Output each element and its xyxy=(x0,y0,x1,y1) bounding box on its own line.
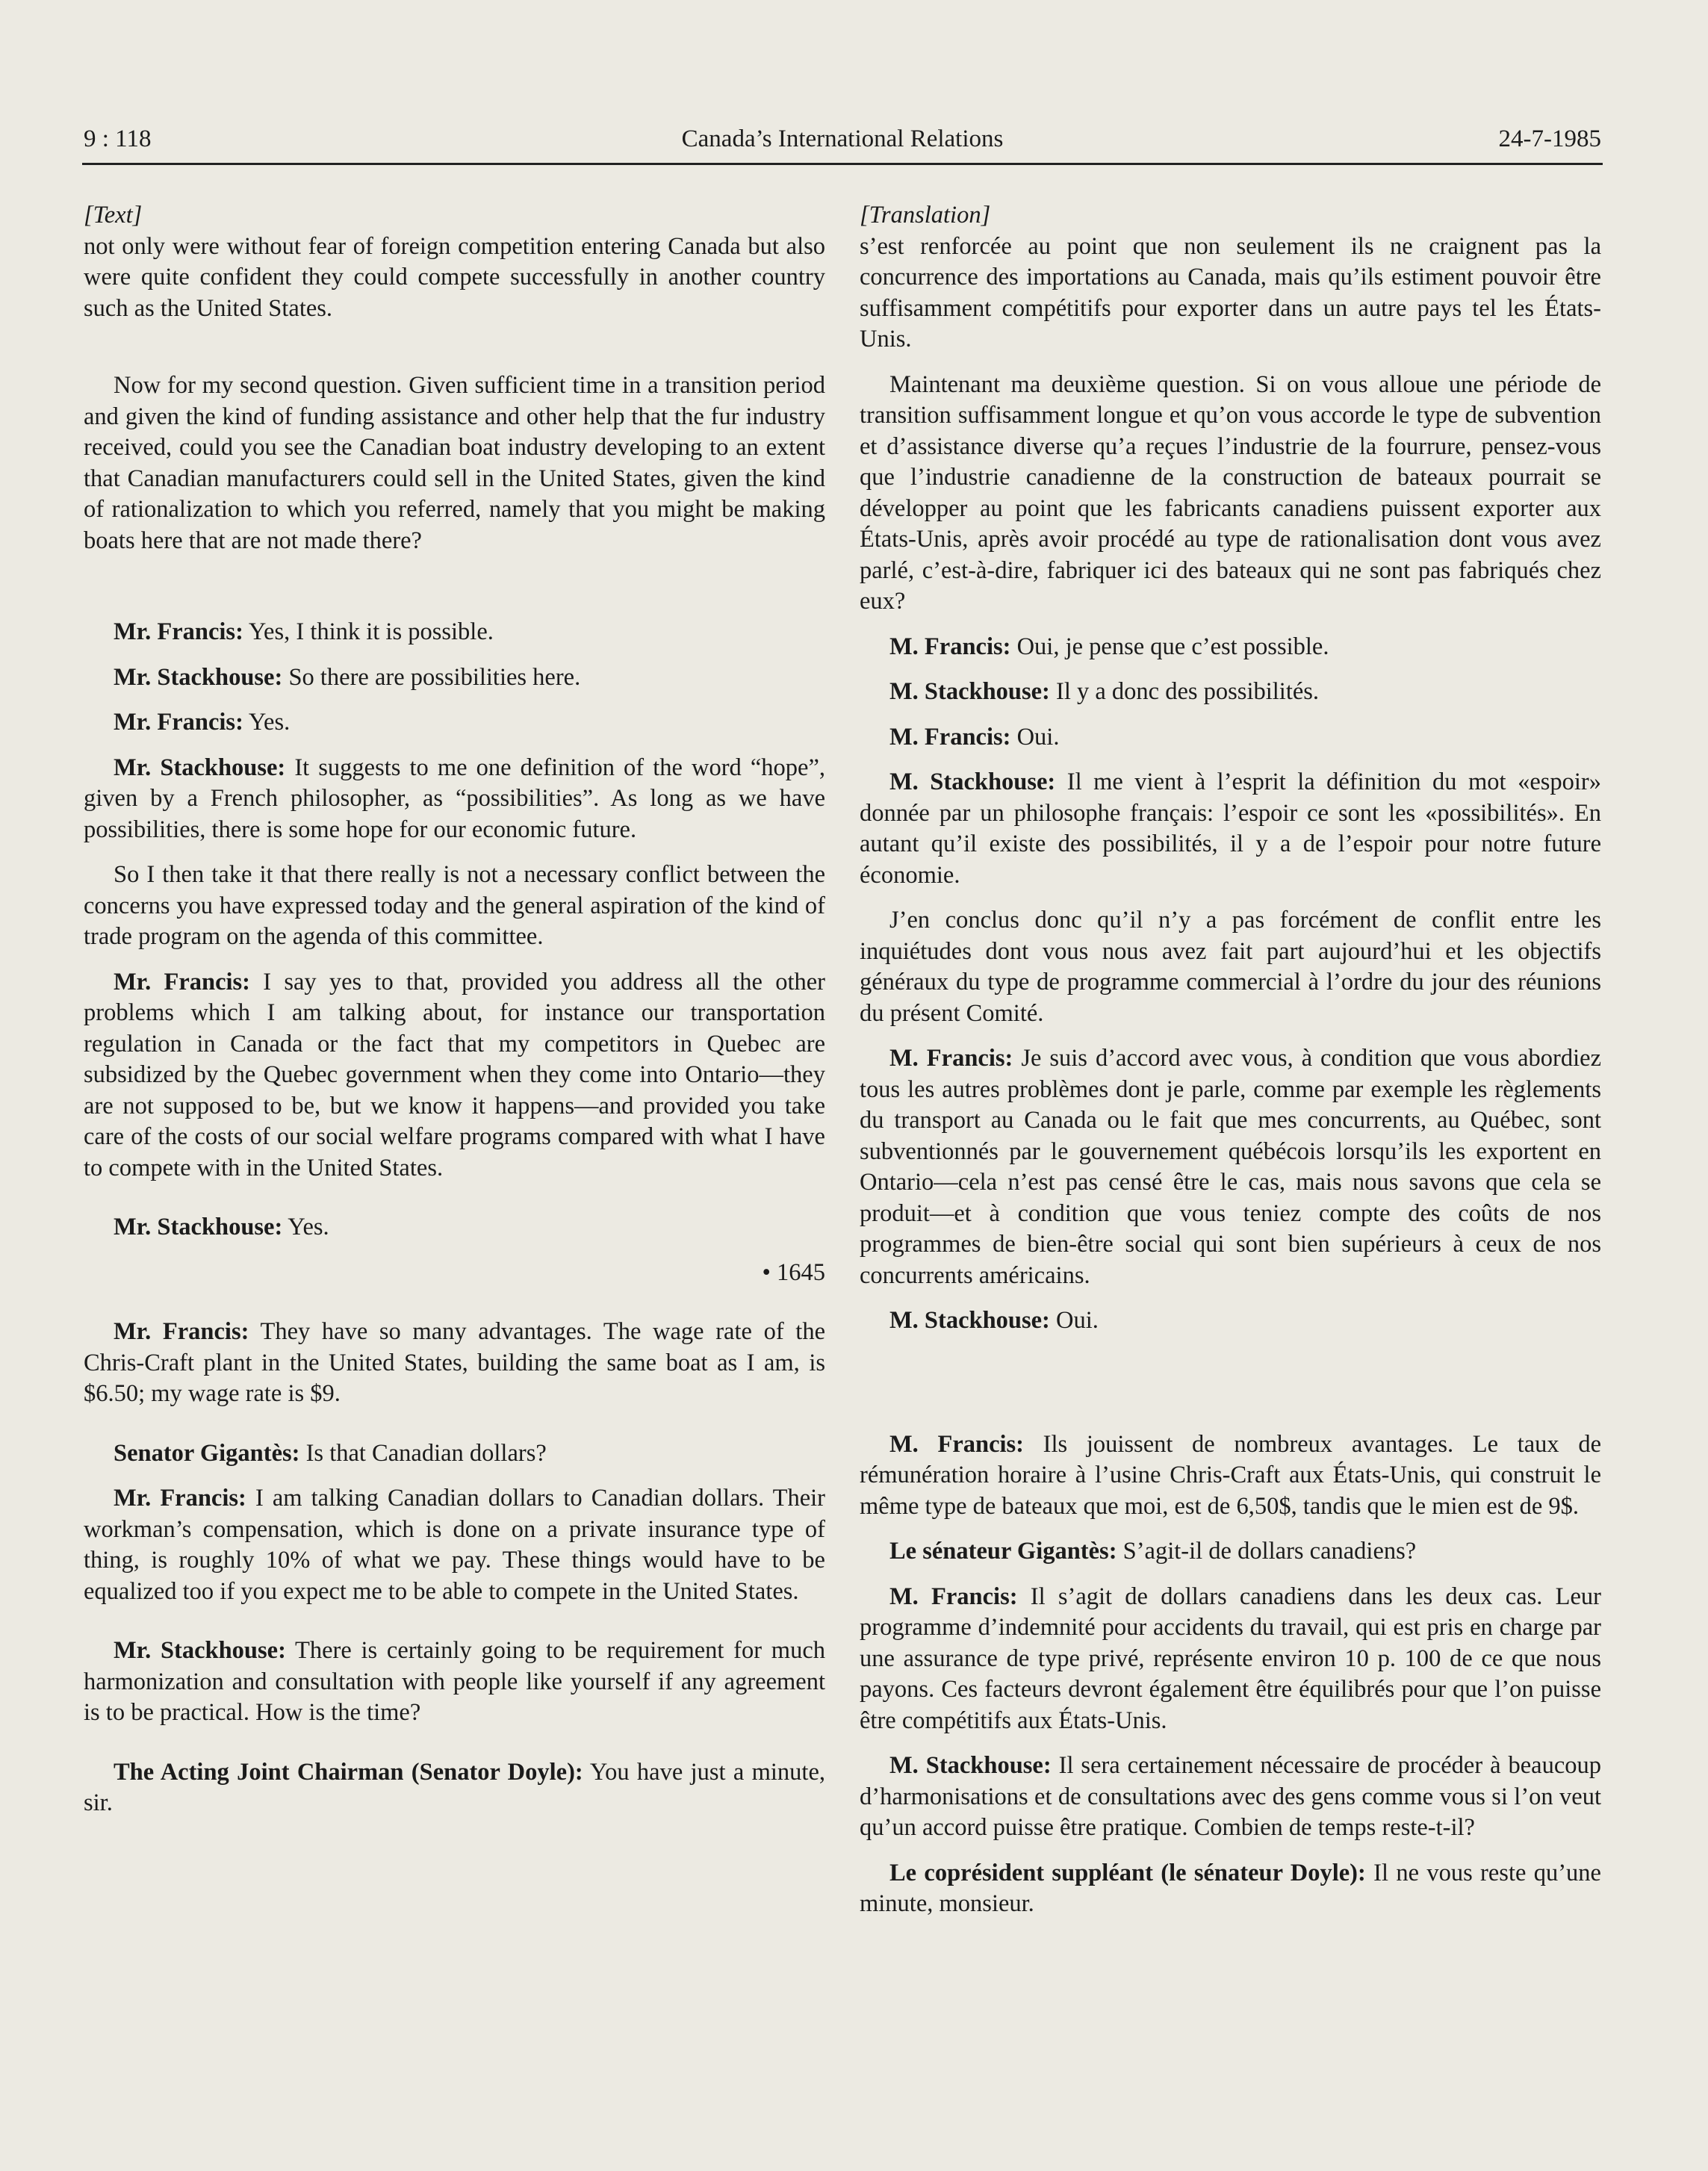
statement xyxy=(84,707,825,739)
statement-text: Oui. xyxy=(1010,723,1060,751)
sitting-date: 24-7-1985 xyxy=(1498,125,1601,152)
speaker: M. Francis: xyxy=(889,723,1011,751)
statement-text: It suggests to me one definition of the word “hope”, given by a French philosopher, as “possibilities”. As long as we have possibilities, there is some hope for our economic future. xyxy=(84,754,826,843)
statement-text: Is that Canadian dollars? xyxy=(299,1439,547,1467)
statement-text: Il y a donc des possibilités. xyxy=(1049,678,1320,705)
statement xyxy=(860,1582,1601,1737)
speaker: Mr. Stackhouse: xyxy=(114,1214,283,1240)
speaker: Mr. Francis: xyxy=(114,618,243,645)
language-tag: [Translation] xyxy=(860,202,991,229)
statement xyxy=(860,1858,1601,1920)
speaker: M. Francis: xyxy=(889,1583,1018,1610)
statement-text: I am talking Canadian dollars to Canadian dollars. Their workman’s compensation, which is done on a private insurance type of thing, is roughly 10% of what we pay. These things would have to be equalized too if you expect me to be able to compete in the United States. xyxy=(84,1485,825,1605)
speaker: M. Francis: xyxy=(889,1045,1013,1072)
speaker: Mr. Stackhouse: xyxy=(114,1637,286,1664)
statement xyxy=(860,1429,1601,1523)
statement xyxy=(84,662,825,694)
statement xyxy=(860,632,1601,663)
speaker: Mr. Francis: xyxy=(114,968,251,996)
statement-text: Ils jouissent de nombreux avantages. Le taux de rémunération horaire à l’usine Chris-Craft aux États-Unis, qui construit le même type de bateaux que moi, est de 6,50$, tandis que le mien est de 9$. xyxy=(860,1430,1602,1520)
paragraph: J’en conclus donc qu’il n’y a pas forcément de conflit entre les inquiétudes dont vous nous avez fait part aujourd’hui et les objectifs généraux du type de programme commercial à l’ordre du jour des réunions du présent Comité. xyxy=(860,907,1601,1027)
page-number: 9 : 118 xyxy=(84,125,152,152)
speaker: Mr. Francis: xyxy=(114,1485,246,1512)
statement-text: I say yes to that, provided you address all the other problems which I am talking about, for instance our transportation regulation in Canada or the fact that my competitors in Quebec are subsidized by the Quebec government when they come into Ontario—they are not supposed to be, but we know it happens—and provided you take care of the costs of our social welfare programs compared with what I have to compete with in the United States. xyxy=(84,968,825,1181)
paragraph: s’est renforcée au point que non seulement ils ne craignent pas la concurrence des importations au Canada, mais qu’ils estiment pouvoir être suffisamment compétitifs pour exporter dans un autre pays tel les États-Unis. xyxy=(860,232,1601,352)
statement-text: So there are possibilities here. xyxy=(282,663,581,691)
statement xyxy=(84,1317,825,1410)
statement xyxy=(860,1536,1601,1568)
statement-text: Oui. xyxy=(1049,1307,1099,1334)
speaker: Mr. Stackhouse: xyxy=(114,754,286,781)
statement-text: Il me vient à l’esprit la définition du mot «espoir» donnée par un philosophe français: l’espoir ce sont les «possibilités». En autant qu’il existe des possibilités, il y a de l’espoir pour notre future économie. xyxy=(860,768,1602,889)
speaker: Le sénateur Gigantès: xyxy=(889,1538,1117,1565)
french-column xyxy=(860,200,1601,1920)
statement-text: Yes, I think it is possible. xyxy=(243,618,494,645)
statement xyxy=(860,1043,1601,1291)
statement-text: S’agit-il de dollars canadiens? xyxy=(1117,1538,1417,1565)
statement xyxy=(84,1757,825,1819)
statement-text: Je suis d’accord avec vous, à condition que vous abordiez tous les autres problèmes dont je parle, comme par exemple les règlements du transport au Canada ou le fait que mes concurrents, au Québec, sont subventionnés par le gouvernement québécois lorsqu’ils les exportent en Ontario—cela n’est pas censé être le cas, mais nous savons que cela se produit—et à condition que vous teniez compte des coûts de nos programmes de bien-être social qui sont bien supérieurs à ceux de nos concurrents américains. xyxy=(860,1045,1601,1289)
page-header xyxy=(84,125,1601,163)
statement-text: Yes. xyxy=(243,709,291,736)
statement xyxy=(860,722,1601,754)
language-tag: [Text] xyxy=(84,202,143,229)
speaker: M. Stackhouse: xyxy=(889,1752,1052,1779)
statement-text: You have just a minute, sir. xyxy=(84,1758,825,1816)
paragraph: Maintenant ma deuxième question. Si on vous alloue une période de transition suffisamment longue et qu’on vous accorde le type de subvention et d’assistance diverse qu’a reçues l’industrie de la fourrure, pensez-vous que l’industrie canadienne de la construction de bateaux pourrait se développer au point que les fabricants canadiens puissent exporter aux États-Unis, après avoir procédé au type de rationalisation dont vous avez parlé, c’est-à-dire, fabriquer ici des bateaux qui ne sont pas fabriqués chez eux? xyxy=(860,370,1601,615)
statement-text: They have so many advantages. The wage rate of the Chris-Craft plant in the United States, building the same boat as I am, is $6.50; my wage rate is $9. xyxy=(84,1318,825,1407)
speaker: Senator Gigantès: xyxy=(114,1439,300,1467)
statement xyxy=(860,1751,1601,1844)
speaker: Mr. Stackhouse: xyxy=(114,663,283,691)
time-marker: • 1645 xyxy=(762,1258,825,1286)
speaker: M. Stackhouse: xyxy=(889,1307,1050,1334)
speaker: M. Francis: xyxy=(889,1430,1024,1458)
paragraph: Now for my second question. Given sufficient time in a transition period and given the kind of funding assistance and other help that the fur industry received, could you see the Canadian boat industry developing to an extent that Canadian manufacturers could sell in the United States, given the kind of rationalization to which you referred, namely that you might be making boats here that are not made there? xyxy=(84,372,825,554)
statement-text: There is certainly going to be requirement for much harmonization and consultation with people like yourself if any agreement is to be practical. How is the time? xyxy=(84,1637,825,1726)
statement-text: Oui, je pense que c’est possible. xyxy=(1010,633,1329,660)
speaker: M. Francis: xyxy=(889,633,1011,660)
speaker: M. Stackhouse: xyxy=(889,768,1056,795)
running-title: Canada’s International Relations xyxy=(681,125,1004,152)
header-rule xyxy=(82,163,1603,165)
statement xyxy=(860,677,1601,708)
statement xyxy=(84,967,825,1184)
speaker: The Acting Joint Chairman (Senator Doyle): xyxy=(114,1758,583,1786)
speaker: Mr. Francis: xyxy=(114,709,243,736)
statement xyxy=(84,753,825,846)
speaker: Le coprésident suppléant (le sénateur Doyle): xyxy=(889,1859,1366,1886)
statement xyxy=(84,617,825,648)
statement xyxy=(84,1636,825,1729)
statement xyxy=(860,767,1601,891)
statement-text: Il sera certainement nécessaire de procéder à beaucoup d’harmonisations et de consultations avec des gens comme vous si l’on veut qu’un accord puisse être pratique. Combien de temps reste-t-il? xyxy=(860,1752,1601,1841)
speaker: Mr. Francis: xyxy=(114,1318,249,1345)
paragraph: So I then take it that there really is not a necessary conflict between the concerns you have expressed today and the general aspiration of the kind of trade program on the agenda of this committee. xyxy=(84,861,825,950)
statement-text: Yes. xyxy=(282,1214,329,1240)
paragraph: not only were without fear of foreign competition entering Canada but also were quite confident they could compete successfully in another country such as the United States. xyxy=(84,232,825,322)
statement xyxy=(860,1305,1601,1337)
statement xyxy=(84,1483,825,1607)
statement-text: Il s’agit de dollars canadiens dans les deux cas. Leur programme d’indemnité pour accidents du travail, qui est pris en charge par une assurance de type privé, représente environ 10 p. 100 de ce que nous payons. Ces facteurs devront également être équilibrés pour que l’on puisse être compétitifs aux États-Unis. xyxy=(860,1583,1602,1734)
statement-text: Il ne vous reste qu’une minute, monsieur. xyxy=(860,1859,1601,1917)
speaker: M. Stackhouse: xyxy=(889,678,1050,705)
statement xyxy=(84,1438,825,1470)
statement xyxy=(84,1212,825,1243)
english-column xyxy=(84,200,825,1819)
